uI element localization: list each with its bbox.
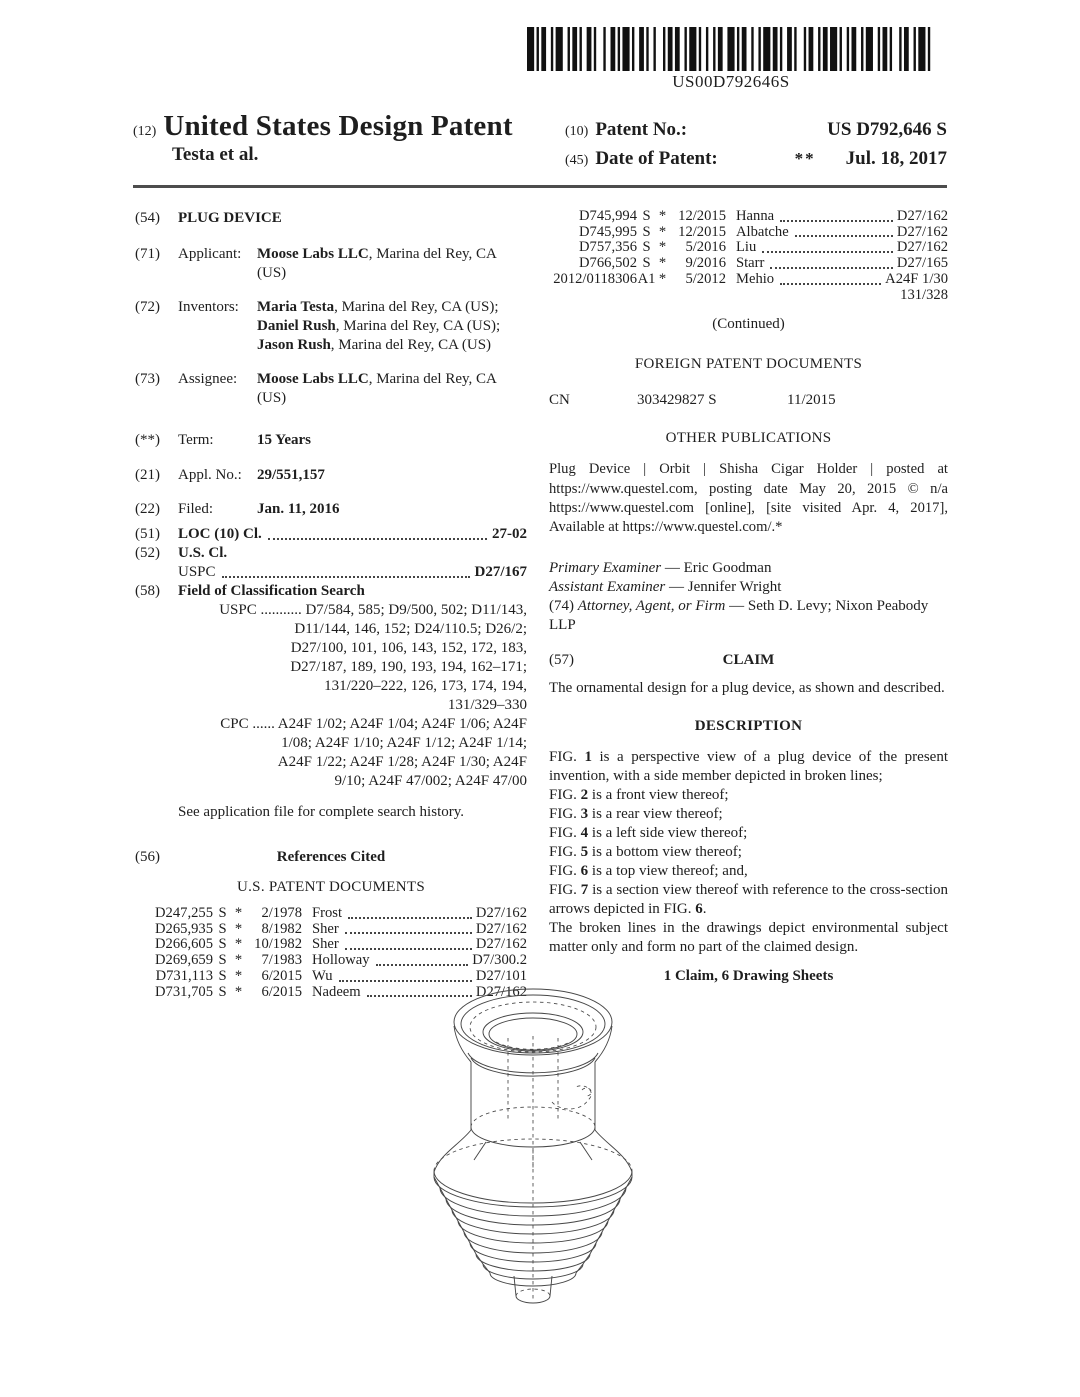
barcode — [527, 27, 935, 92]
patent-ref-row — [549, 256, 948, 272]
ref-star: * — [234, 920, 243, 937]
invention-title: PLUG DEVICE — [178, 210, 282, 226]
ref-kind-code: S — [218, 967, 227, 984]
classification-line: USPC ........... D7/584, 585; D9/500, 502; D11/143, — [219, 602, 527, 618]
flared-rim — [454, 989, 612, 1076]
patent-ref-row — [549, 209, 948, 225]
claims-sheets-footer: 1 Claim, 6 Drawing Sheets — [663, 968, 834, 985]
us-patent-documents-heading: U.S. PATENT DOCUMENTS — [237, 879, 425, 895]
ref-kind-code: S — [642, 255, 651, 272]
field-code: (73) — [135, 371, 160, 387]
classification-line: 1/08; A24F 1/10; A24F 1/12; A24F 1/14; — [281, 735, 527, 751]
assignee-value — [257, 370, 527, 408]
figure-description-line: FIG. 3 is a rear view thereof; — [549, 806, 723, 823]
figure-description-line: FIG. 1 is a perspective view of a plug device of the present invention, with a side member depicted in broken lines; — [549, 749, 948, 785]
filed-value: Jan. 11, 2016 — [257, 501, 340, 517]
ref-star: * — [658, 223, 667, 240]
foreign-ref-row — [549, 391, 948, 410]
patent-ref-row — [549, 225, 948, 241]
ref-number: D265,935 — [155, 920, 213, 937]
ref-star: * — [658, 239, 667, 256]
ref-date: 12/2015 — [678, 223, 726, 240]
bold-text: Moose Labs LLC — [257, 371, 369, 387]
primary-examiner-line: Primary Examiner — Eric Goodman — [549, 560, 772, 577]
patent-ref-row — [549, 240, 948, 256]
ref-star: * — [234, 905, 243, 921]
ref-star: * — [658, 270, 667, 287]
field-code: (71) — [135, 246, 160, 262]
assistant-examiner-line: Assistant Examiner — Jennifer Wright — [549, 579, 782, 596]
foreign-date: 11/2015 — [787, 392, 836, 409]
bold-text: Maria Testa — [257, 299, 335, 315]
us-cl-label: U.S. Cl. — [178, 545, 228, 561]
header-right — [565, 116, 947, 174]
term-stars: ** — [794, 149, 816, 168]
foreign-country: CN — [549, 392, 570, 409]
classification-line: D27/100, 101, 106, 143, 152, 172, 183, — [290, 640, 527, 656]
references-cited-heading: (56) References Cited — [135, 849, 386, 865]
ref-inventor: Sher — [312, 920, 339, 937]
cpc-search-lines — [135, 715, 527, 791]
dot-leader — [268, 525, 487, 540]
barcode-text: US00D792646S — [672, 72, 790, 91]
ref-kind-code: S — [218, 905, 227, 921]
ref-class: D7/300.2 — [472, 952, 527, 969]
field-code: (57) — [549, 652, 574, 669]
ref-number: D766,502 — [579, 255, 637, 272]
ref-class-overflow: 131/328 — [900, 286, 948, 303]
dot-leader — [222, 563, 470, 578]
ref-inventor: Liu — [736, 239, 757, 256]
broken-lines-note: The broken lines in the drawings depict environmental subject matter only and form no part of the claimed design. — [549, 920, 948, 956]
ref-class: D27/162 — [896, 223, 948, 240]
bold-text: Daniel Rush — [257, 318, 336, 334]
dot-leader — [762, 240, 893, 253]
field-of-search-entry — [135, 582, 527, 601]
dot-leader — [345, 937, 472, 950]
attorney-line: (74) Attorney, Agent, or Firm — Seth D. Levy; Nixon Peabody LLP — [549, 598, 929, 634]
foreign-documents-heading: FOREIGN PATENT DOCUMENTS — [634, 356, 863, 373]
patent-date: Jul. 18, 2017 — [845, 148, 947, 169]
ref-number: 2012/0118306 — [553, 270, 637, 287]
ref-number: D757,356 — [579, 239, 637, 256]
ref-class: D27/162 — [896, 239, 948, 256]
foreign-number: 303429827 S — [637, 392, 717, 409]
document-title: United States Design Patent — [163, 110, 513, 142]
filed-entry — [135, 500, 527, 519]
ref-class: D27/162 — [475, 905, 527, 921]
code-45: (45) — [565, 153, 589, 168]
classification-line: CPC ...... A24F 1/02; A24F 1/04; A24F 1/06; A24F — [220, 716, 527, 732]
dot-leader — [345, 922, 472, 935]
examiner-block — [549, 559, 948, 635]
dot-leader — [780, 209, 893, 222]
classification-line: A24F 1/22; A24F 1/28; A24F 1/30; A24F — [277, 754, 527, 770]
ref-inventor: Sher — [312, 936, 339, 953]
field-code: (54) — [135, 210, 160, 226]
description-heading: DESCRIPTION — [694, 718, 803, 735]
plain-text: , Marina del Rey, CA (US) — [257, 371, 497, 406]
ref-kind-code: S — [218, 920, 227, 937]
ref-inventor: Nadeem — [312, 983, 361, 1000]
code-10: (10) — [565, 124, 589, 139]
figure-description-line: FIG. 4 is a left side view thereof; — [549, 825, 748, 842]
kind-code: (12) — [133, 124, 157, 139]
other-publications-heading: OTHER PUBLICATIONS — [665, 430, 832, 447]
ref-class: D27/162 — [475, 920, 527, 937]
ref-inventor: Mehio — [736, 270, 775, 287]
ref-number: D745,995 — [579, 223, 637, 240]
barcode-svg — [527, 27, 935, 71]
ref-class: D27/162 — [475, 983, 527, 1000]
field-code: (22) — [135, 501, 160, 517]
ref-number: D731,705 — [155, 983, 213, 1000]
ref-inventor: Starr — [736, 255, 765, 272]
plug-device-drawing — [368, 972, 698, 1324]
bold-text: Moose Labs LLC — [257, 246, 369, 262]
patent-ref-row — [135, 922, 527, 938]
date-of-patent-label: Date of Patent: — [595, 148, 718, 169]
dot-leader — [376, 953, 469, 966]
ref-kind-code: S — [642, 208, 651, 224]
ref-number: D731,113 — [155, 967, 213, 984]
term-entry — [135, 431, 527, 450]
ref-kind-code: S — [642, 239, 651, 256]
ref-inventor: Wu — [312, 967, 333, 984]
uspc-label: USPC — [178, 564, 216, 580]
ref-star: * — [234, 952, 243, 969]
filed-label: Filed: — [178, 501, 214, 517]
classification-line: 131/220–222, 126, 173, 174, 194, — [324, 678, 527, 694]
classification-line: 131/329–330 — [447, 697, 527, 713]
ref-date: 5/2016 — [685, 239, 726, 256]
loc-class-entry — [135, 525, 527, 544]
ref-star: * — [658, 208, 667, 224]
plain-text: , Marina del Rey, CA (US) — [330, 337, 492, 353]
figure-descriptions — [549, 748, 948, 919]
right-column — [549, 202, 948, 986]
ref-date: 6/2015 — [261, 983, 302, 1000]
field-code: (51) — [135, 526, 160, 542]
field-code: (52) — [135, 545, 160, 561]
patent-no-label: Patent No.: — [595, 119, 688, 140]
ref-class: D27/162 — [475, 936, 527, 953]
ref-inventor: Frost — [312, 905, 343, 921]
claim-heading: (57) CLAIM — [549, 652, 775, 669]
patent-ref-row — [135, 937, 527, 953]
assignee-entry — [135, 370, 527, 408]
ref-class: D27/162 — [896, 208, 948, 224]
ref-number: D269,659 — [155, 952, 213, 969]
patent-number-line — [565, 116, 947, 145]
us-patent-refs-right — [549, 209, 948, 288]
classification-line: D27/187, 189, 190, 193, 194, 162–171; — [290, 659, 527, 675]
term-label: Term: — [178, 432, 214, 448]
appl-no-entry — [135, 466, 527, 485]
field-code: (72) — [135, 299, 160, 315]
header — [133, 110, 947, 169]
ref-star: * — [234, 967, 243, 984]
appl-no-label: Appl. No.: — [178, 467, 242, 483]
bold-text: Jason Rush — [257, 337, 331, 353]
us-class-entry — [135, 544, 527, 563]
ref-inventor: Holloway — [312, 952, 370, 969]
ref-date: 8/1982 — [261, 920, 302, 937]
inventors-label: Inventors: — [178, 299, 239, 315]
ref-number: D266,605 — [155, 936, 213, 953]
party-line: Testa et al. — [172, 144, 259, 165]
figure-description-line: FIG. 6 is a top view thereof; and, — [549, 863, 748, 880]
field-of-search-label: Field of Classification Search — [178, 583, 365, 599]
other-publication-text: Plug Device | Orbit | Shisha Cigar Holder | posted at https://www.questel.com, posting date May 20, 2015 © n/a https://www.questel.com [online], [site visited Apr. 4, 2017], Available at https://www.questel.com/.* — [549, 461, 948, 536]
field-code: (21) — [135, 467, 160, 483]
dot-leader — [795, 225, 893, 238]
ref-date: 5/2012 — [685, 270, 726, 287]
field-code: (58) — [135, 583, 160, 599]
plug-device-figure — [368, 972, 698, 1324]
uspc-entry — [135, 563, 527, 582]
appl-no-value: 29/551,157 — [257, 467, 325, 483]
ref-kind-code: S — [642, 223, 651, 240]
applicant-value — [257, 245, 527, 283]
ref-date: 7/1983 — [261, 952, 302, 969]
figure-description-line: FIG. 5 is a bottom view thereof; — [549, 844, 742, 861]
dot-leader — [770, 256, 893, 269]
ref-class: D27/165 — [896, 255, 948, 272]
ref-kind-code: S — [218, 983, 227, 1000]
left-column — [135, 202, 527, 1000]
dot-leader — [780, 272, 881, 285]
figure-description-line: FIG. 7 is a section view thereof with reference to the cross-section arrows depicted in FIG. 6. — [549, 882, 949, 918]
ref-inventor: Albatche — [736, 223, 789, 240]
ref-date: 6/2015 — [261, 967, 302, 984]
patent-date-line — [565, 145, 947, 174]
inventors-entry — [135, 298, 527, 355]
applicant-entry — [135, 245, 527, 283]
search-history-note: See application file for complete search history. — [178, 804, 465, 820]
ref-kind-code: S — [218, 952, 227, 969]
uspc-value: D27/167 — [474, 564, 527, 580]
plain-text: , Marina del Rey, CA (US); — [335, 318, 501, 334]
ref-number: D247,255 — [155, 905, 213, 921]
ref-kind-code: A1 — [637, 270, 656, 287]
plain-text: , Marina del Rey, CA (US) — [257, 246, 497, 281]
ref-kind-code: S — [218, 936, 227, 953]
ref-date: 2/1978 — [261, 905, 302, 921]
patent-ref-row — [135, 953, 527, 969]
assignee-label: Assignee: — [178, 371, 238, 387]
ref-date: 12/2015 — [678, 208, 726, 224]
patent-ref-row — [135, 906, 527, 922]
plain-text: , Marina del Rey, CA (US); — [334, 299, 499, 315]
loc-label: LOC (10) Cl. — [178, 526, 262, 542]
dot-leader — [348, 906, 472, 919]
field-code: (56) — [135, 849, 160, 865]
ref-class: A24F 1/30 — [885, 270, 948, 287]
ref-class: D27/101 — [475, 967, 527, 984]
loc-value: 27-02 — [492, 526, 527, 542]
ref-star: * — [234, 983, 243, 1000]
patent-number: US D792,646 S — [827, 119, 947, 140]
field-code: (**) — [135, 432, 160, 448]
header-rule — [133, 185, 947, 188]
applicant-label: Applicant: — [178, 246, 242, 262]
ref-date: 9/2016 — [685, 255, 726, 272]
continued-note: (Continued) — [712, 316, 785, 333]
ref-number: D745,994 — [579, 208, 637, 224]
ref-inventor: Hanna — [736, 208, 775, 224]
ref-star: * — [234, 936, 243, 953]
patent-ref-row — [549, 272, 948, 288]
inventors-value — [257, 298, 527, 355]
figure-description-line: FIG. 2 is a front view thereof; — [549, 787, 729, 804]
ref-date: 10/1982 — [254, 936, 302, 953]
classification-line: 9/10; A24F 47/002; A24F 47/00 — [334, 773, 527, 789]
term-value: 15 Years — [257, 432, 312, 448]
ref-star: * — [658, 255, 667, 272]
invention-title-entry — [135, 209, 527, 228]
claim-text: The ornamental design for a plug device, as shown and described. — [549, 680, 945, 697]
classification-line: D11/144, 146, 152; D24/110.5; D26/2; — [294, 621, 527, 637]
uspc-search-lines — [135, 601, 527, 715]
